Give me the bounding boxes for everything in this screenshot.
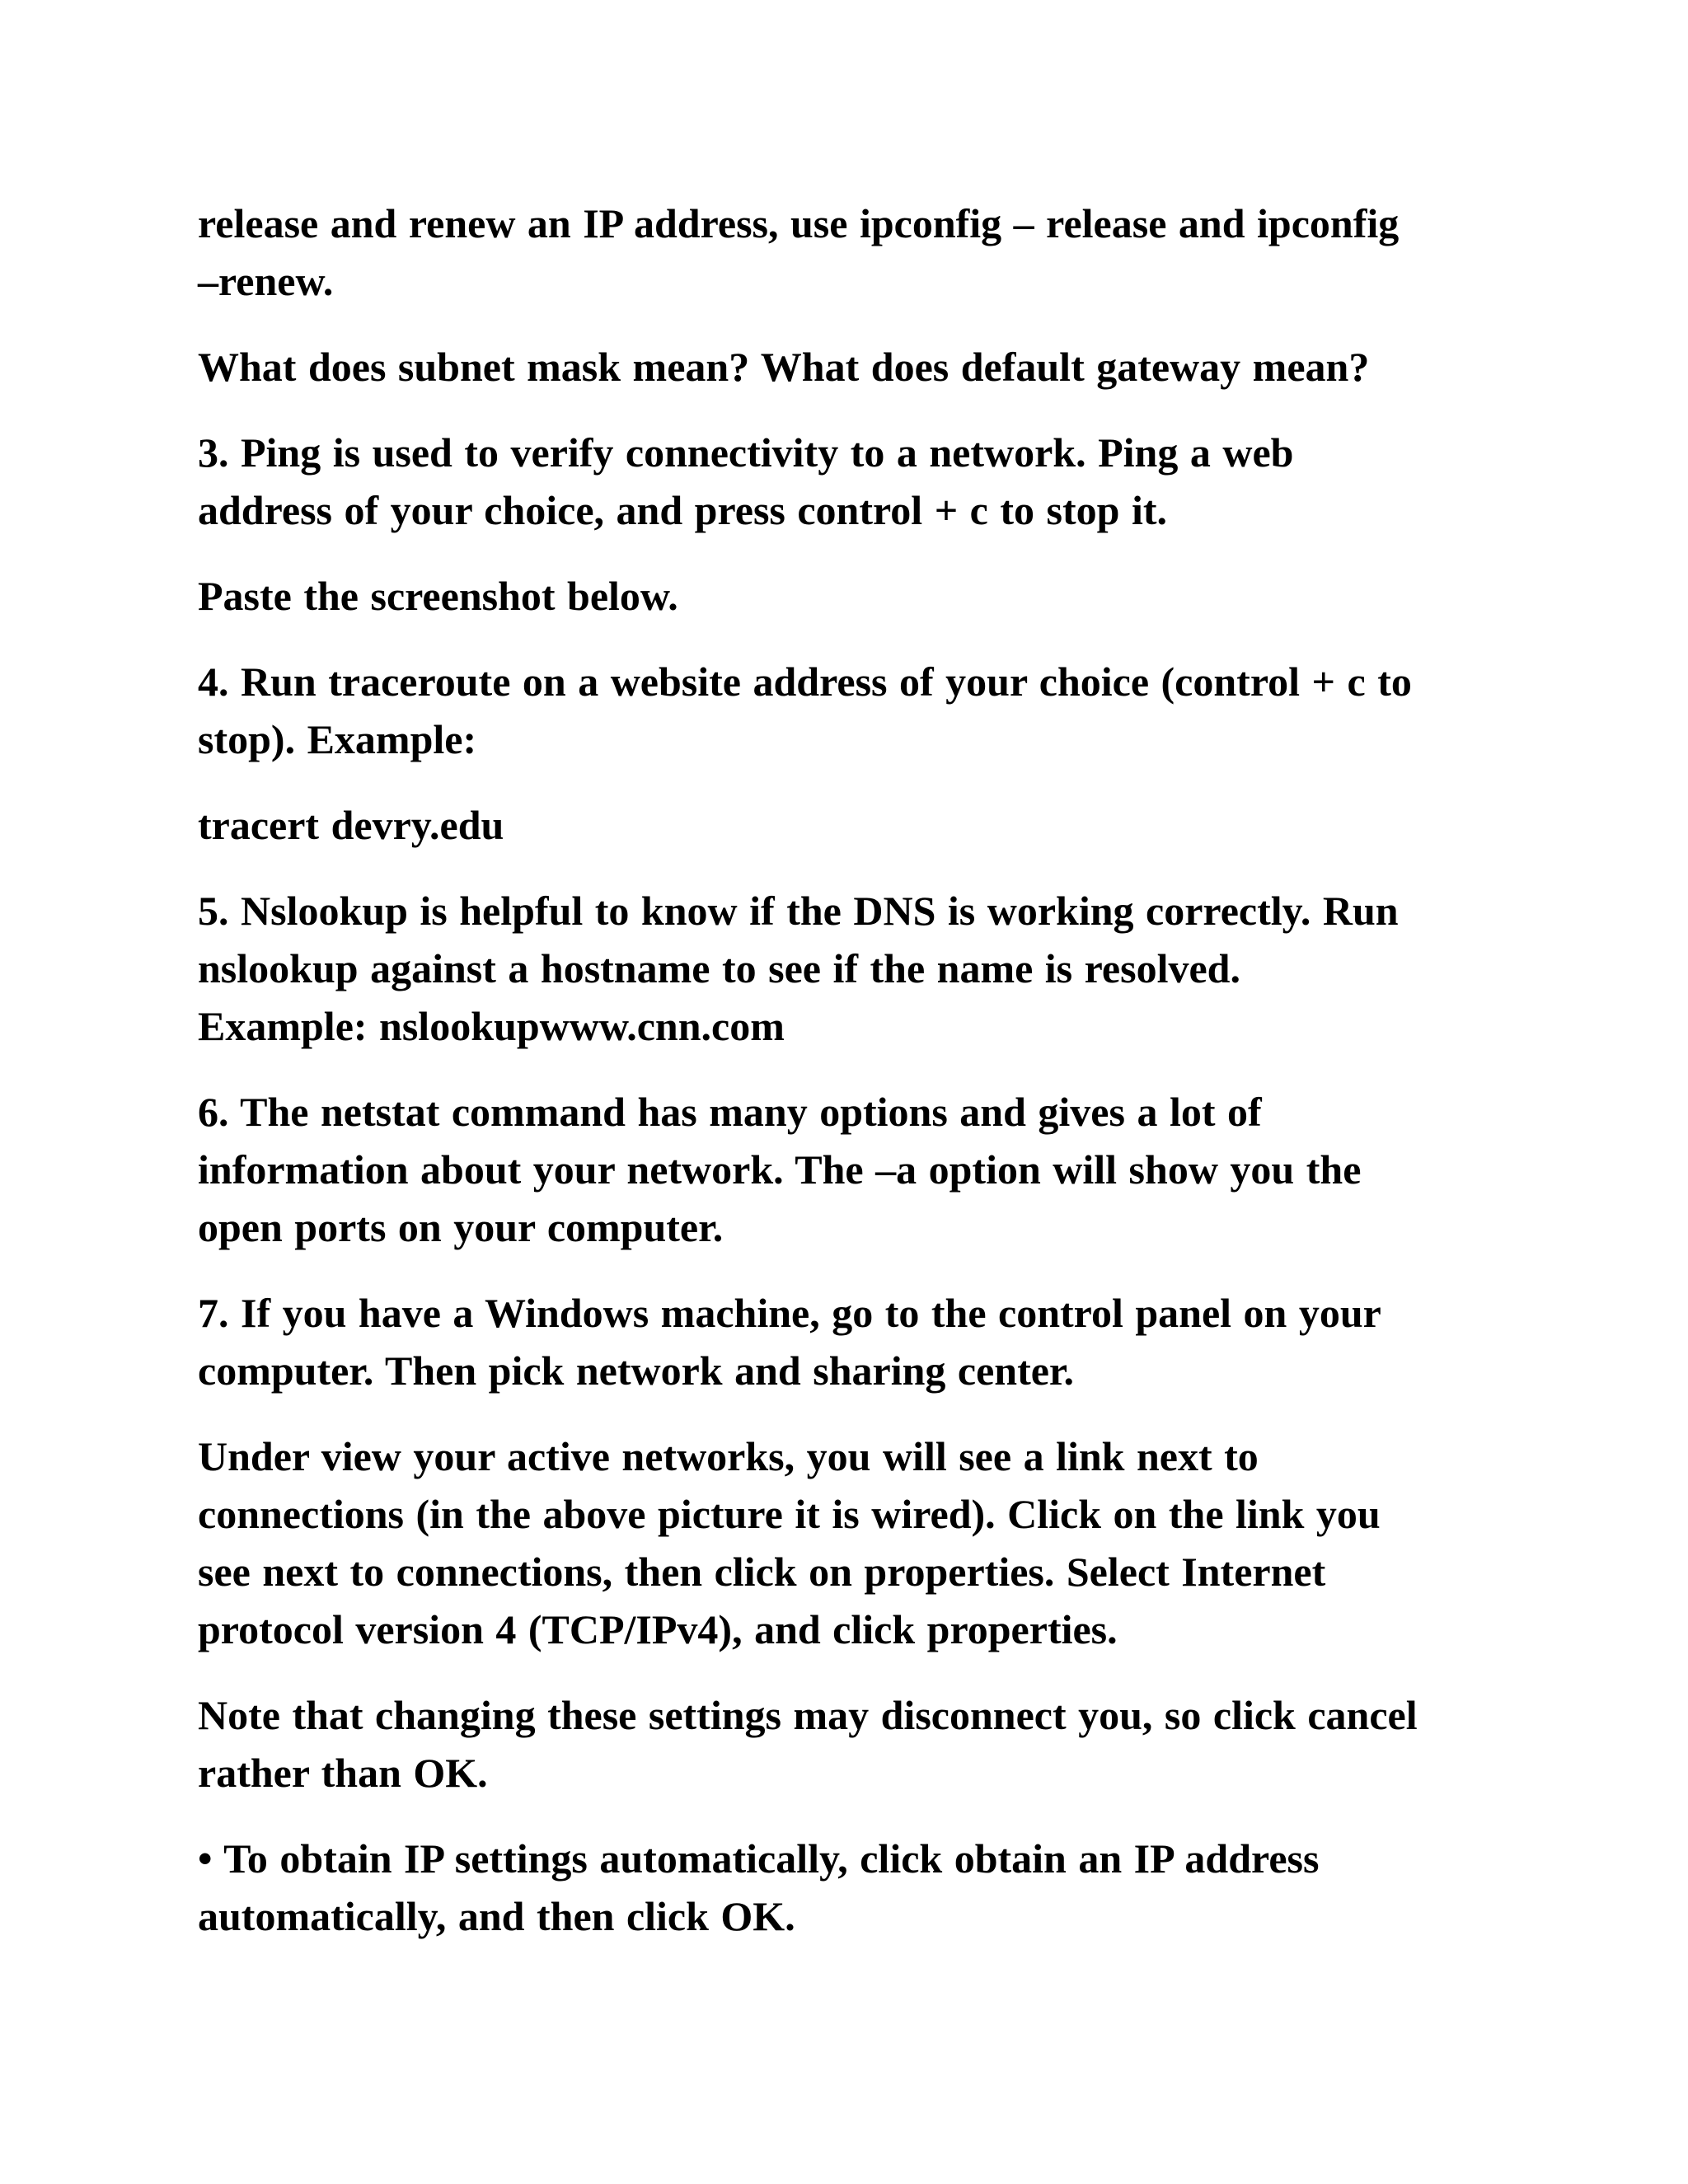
paragraph-step-3-ping xyxy=(198,424,1500,539)
text-line: –renew. xyxy=(198,258,334,304)
document-body xyxy=(198,194,1500,1973)
paragraph-subnet-question xyxy=(198,338,1500,396)
paragraph-step-7-windows xyxy=(198,1284,1500,1399)
text-line: tracert devry.edu xyxy=(198,802,504,848)
text-line: release and renew an IP address, use ipconfig – release and ipconfig xyxy=(198,200,1400,246)
paragraph-tracert-example xyxy=(198,796,1500,854)
text-line: rather than OK. xyxy=(198,1750,488,1796)
text-line: • To obtain IP settings automatically, click obtain an IP address xyxy=(198,1835,1320,1882)
text-line: computer. Then pick network and sharing center. xyxy=(198,1347,1075,1394)
text-line: protocol version 4 (TCP/IPv4), and click properties. xyxy=(198,1606,1118,1652)
paragraph-step-5-nslookup xyxy=(198,882,1500,1055)
text-line: Note that changing these settings may disconnect you, so click cancel xyxy=(198,1692,1418,1738)
paragraph-ipconfig-release xyxy=(198,194,1500,310)
text-line: stop). Example: xyxy=(198,716,477,762)
text-line: 7. If you have a Windows machine, go to the control panel on your xyxy=(198,1290,1381,1336)
text-line: automatically, and then click OK. xyxy=(198,1893,795,1939)
paragraph-warning-note xyxy=(198,1686,1500,1802)
text-line: connections (in the above picture it is wired). Click on the link you xyxy=(198,1491,1381,1537)
text-line: open ports on your computer. xyxy=(198,1204,724,1250)
text-line: 6. The netstat command has many options and gives a lot of xyxy=(198,1089,1262,1135)
paragraph-step-6-netstat xyxy=(198,1083,1500,1256)
text-line: 5. Nslookup is helpful to know if the DNS is working correctly. Run xyxy=(198,888,1399,934)
text-line: Example: nslookupwww.cnn.com xyxy=(198,1003,785,1049)
text-line: information about your network. The –a option will show you the xyxy=(198,1146,1362,1193)
paragraph-paste-screenshot xyxy=(198,567,1500,625)
text-line: What does subnet mask mean? What does default gateway mean? xyxy=(198,344,1370,390)
text-line: 3. Ping is used to verify connectivity to a network. Ping a web xyxy=(198,429,1294,476)
text-line: 4. Run traceroute on a website address of your choice (control + c to xyxy=(198,658,1412,705)
text-line: nslookup against a hostname to see if the name is resolved. xyxy=(198,945,1240,991)
paragraph-active-networks xyxy=(198,1427,1500,1658)
text-line: Paste the screenshot below. xyxy=(198,573,678,619)
text-line: Under view your active networks, you will see a link next to xyxy=(198,1433,1259,1479)
text-line: see next to connections, then click on properties. Select Internet xyxy=(198,1549,1326,1595)
paragraph-bullet-obtain-ip xyxy=(198,1830,1500,1945)
paragraph-step-4-traceroute xyxy=(198,653,1500,768)
text-line: address of your choice, and press control + c to stop it. xyxy=(198,487,1167,533)
